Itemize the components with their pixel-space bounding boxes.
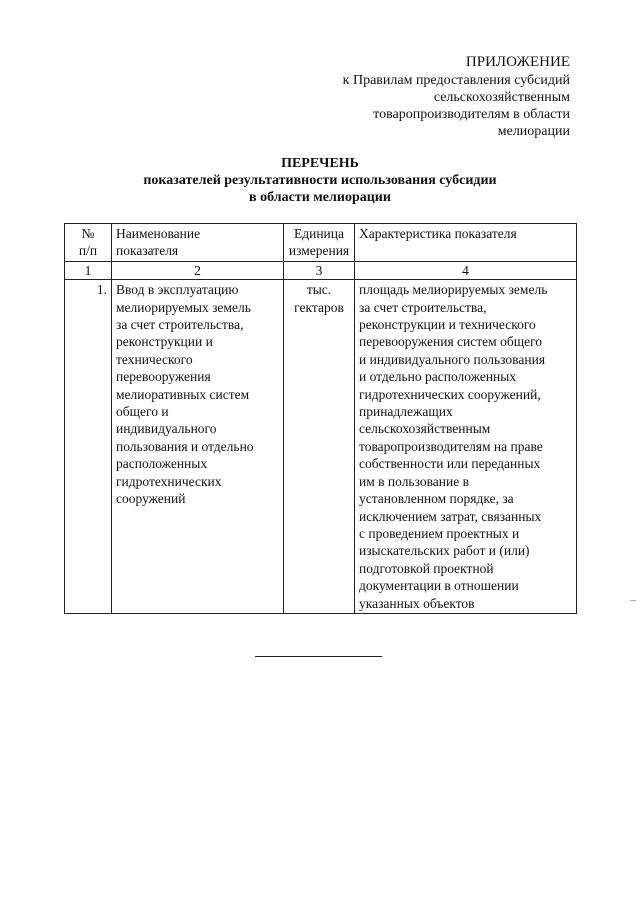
row-number: 1.: [65, 280, 112, 614]
appendix-line: сельскохозяйственным: [433, 90, 570, 105]
title-main: ПЕРЕЧЕНЬ: [281, 156, 359, 171]
header-unit: Единица измерения: [284, 224, 355, 262]
indicators-table: [64, 223, 577, 614]
appendix-line: мелиорации: [497, 124, 570, 139]
table-row: [65, 280, 577, 614]
appendix-line: к Правилам предоставления субсидий: [342, 73, 570, 88]
column-index: 1: [65, 261, 112, 279]
header-number: № п/п: [65, 224, 112, 262]
appendix-line: товаропроизводителям в области: [373, 107, 570, 122]
appendix-heading: ПРИЛОЖЕНИЕ: [465, 54, 570, 70]
column-index: 3: [284, 261, 355, 279]
column-index: 4: [355, 261, 577, 279]
indicator-name: Ввод в эксплуатацию мелиорируемых земель за счет строительства, реконструкции и технического перевооружения мелиоративных систем общего и индивидуального пользования и отдельно расположенных гидротехнических сооружений: [112, 280, 284, 614]
table-header-row: [65, 224, 577, 262]
indicator-description: площадь мелиорируемых земель за счет строительства, реконструкции и технического перевооружения систем общего и индивидуального пользования и отдельно расположенных гидротехнических сооружений, принадлежащих сельскохозяйственным товаропроизводителям на праве собственности или переданных им в пользование в установленном порядке, за исключением затрат, связанных с проведением проектных и изыскательских работ и (или) подготовкой проектной документации в отношении указанных объектов: [355, 280, 577, 614]
header-description: Характеристика показателя: [355, 224, 577, 262]
closing-rule: [255, 656, 382, 657]
column-index-row: [65, 261, 577, 279]
indicator-unit: тыс. гектаров: [284, 280, 355, 614]
header-name: Наименование показателя: [112, 224, 284, 262]
title-subtitle: в области мелиорации: [249, 190, 391, 205]
document-title: [0, 155, 640, 206]
appendix-block: [343, 52, 570, 140]
title-subtitle: показателей результативности использования субсидии: [143, 173, 497, 188]
margin-mark: [630, 600, 636, 601]
column-index: 2: [112, 261, 284, 279]
